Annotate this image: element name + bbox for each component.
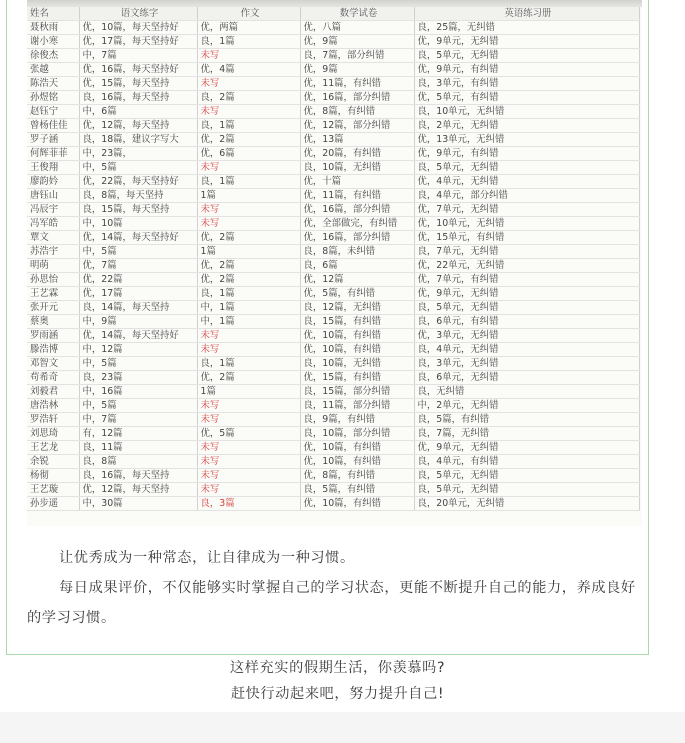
table-cell: 优，8篇，有纠错 [300, 105, 414, 119]
table-cell: 良，16篇，每天坚持 [79, 91, 197, 105]
table-cell: 良，12篇，无纠错 [300, 301, 414, 315]
table-row [27, 133, 639, 147]
table-cell: 优，17篇 [79, 287, 197, 301]
table-row [27, 49, 639, 63]
table-cell: 未写 [197, 329, 300, 343]
table-cell: 孙煜铭 [27, 91, 79, 105]
table-cell: 张越 [27, 63, 79, 77]
table-row [27, 273, 639, 287]
table-cell: 良，16篇，每天坚持 [79, 469, 197, 483]
table-cell: 良，3单元，有纠错 [414, 77, 639, 91]
table-cell: 优，6篇 [197, 147, 300, 161]
table-cell: 优，10篇，有纠错 [300, 497, 414, 511]
table-cell: 良，14篇，每天坚持 [79, 301, 197, 315]
table-cell: 良，1篇 [197, 287, 300, 301]
table-cell: 未写 [197, 161, 300, 175]
table-row [27, 301, 639, 315]
table-row [27, 147, 639, 161]
table-cell: 罗浩轩 [27, 413, 79, 427]
table-cell: 中，7篇 [79, 49, 197, 63]
table-cell: 何辉菲菲 [27, 147, 79, 161]
table-cell: 优，15单元，有纠错 [414, 231, 639, 245]
table-cell: 未写 [197, 413, 300, 427]
table-cell: 中，2单元，无纠错 [414, 399, 639, 413]
table-cell: 杨彻 [27, 469, 79, 483]
header-chinese-writing: 语文练字 [79, 7, 197, 21]
table-cell: 优，10单元，无纠错 [414, 217, 639, 231]
table-cell: 良，7单元，无纠错 [414, 245, 639, 259]
table-cell: 优，11篇，有纠错 [300, 189, 414, 203]
table-row [27, 287, 639, 301]
table-cell: 良，15篇，部分纠错 [300, 385, 414, 399]
table-cell: 未写 [197, 203, 300, 217]
table-cell: 未写 [197, 217, 300, 231]
table-cell: 中，10篇 [79, 217, 197, 231]
table-row [27, 427, 639, 441]
table-cell: 良，7篇，无纠错 [414, 427, 639, 441]
table-cell: 良，10篇，无纠错 [300, 357, 414, 371]
table-cell: 良，5篇，有纠错 [300, 483, 414, 497]
table-row [27, 21, 639, 35]
table-cell: 刘毅君 [27, 385, 79, 399]
closing-line-1: 这样充实的假期生活，你羡慕吗? [229, 660, 446, 676]
footer-band [0, 712, 685, 743]
table-cell: 苏浩宇 [27, 245, 79, 259]
table-cell: 未写 [197, 469, 300, 483]
table-cell: 优，17篇，每天坚持好 [79, 35, 197, 49]
table-cell: 王艺璇 [27, 483, 79, 497]
table-row [27, 343, 639, 357]
table-cell: 刘思琦 [27, 427, 79, 441]
table-cell: 优，10篇，有纠错 [300, 329, 414, 343]
table-cell: 优，5篇，有纠错 [300, 287, 414, 301]
table-row [27, 203, 639, 217]
table-cell: 优，9单元，无纠错 [414, 35, 639, 49]
table-cell: 优，7单元，无纠错 [414, 203, 639, 217]
table-cell: 罗子涵 [27, 133, 79, 147]
table-cell: 优，12篇，每天坚持 [79, 483, 197, 497]
table-row [27, 413, 639, 427]
table-cell: 良，20单元，无纠错 [414, 497, 639, 511]
table-header-row [27, 7, 639, 21]
table-cell: 优，16篇，部分纠错 [300, 91, 414, 105]
table-cell: 未写 [197, 105, 300, 119]
table-cell: 优，全部做完，有纠错 [300, 217, 414, 231]
table-row [27, 315, 639, 329]
table-cell: 良，5篇，有纠错 [414, 413, 639, 427]
table-row [27, 189, 639, 203]
table-row [27, 329, 639, 343]
homework-table [27, 7, 640, 511]
table-cell: 良，23篇 [79, 371, 197, 385]
table-cell: 优，10篇，有纠错 [300, 441, 414, 455]
table-cell: 优，10篇，每天坚持好 [79, 21, 197, 35]
table-cell: 良，2篇 [197, 91, 300, 105]
table-row [27, 231, 639, 245]
table-cell: 冯辰宇 [27, 203, 79, 217]
table-cell: 孙思怡 [27, 273, 79, 287]
table-cell: 优，9篇 [300, 63, 414, 77]
table-row [27, 77, 639, 91]
table-cell: 覃文 [27, 231, 79, 245]
table-cell: 优，9单元，有纠错 [414, 63, 639, 77]
table-cell: 优，15篇，有纠错 [300, 371, 414, 385]
table-cell: 中，30篇 [79, 497, 197, 511]
table-cell: 中，12篇 [79, 343, 197, 357]
table-row [27, 357, 639, 371]
paragraph-habit: 让优秀成为一种常态，让自律成为一种习惯。 [59, 550, 355, 566]
table-body [27, 21, 639, 511]
table-cell: 王俊翔 [27, 161, 79, 175]
table-cell: 优，2篇 [197, 259, 300, 273]
table-cell: 陈浩天 [27, 77, 79, 91]
table-cell: 未写 [197, 343, 300, 357]
table-cell: 良，15篇，每天坚持 [79, 203, 197, 217]
header-name: 姓名 [27, 7, 79, 21]
table-cell: 良，11篇，部分纠错 [300, 399, 414, 413]
table-cell: 赵钰宁 [27, 105, 79, 119]
table-cell: 余锐 [27, 455, 79, 469]
table-row [27, 35, 639, 49]
table-cell: 良，1篇 [197, 35, 300, 49]
table-cell: 唐钰山 [27, 189, 79, 203]
table-cell: 中，5篇 [79, 357, 197, 371]
table-cell: 良，6篇 [300, 259, 414, 273]
table-cell: 良，5单元，无纠错 [414, 469, 639, 483]
table-cell: 良，4单元，部分纠错 [414, 189, 639, 203]
table-row [27, 497, 639, 511]
table-cell: 徐俊杰 [27, 49, 79, 63]
table-row [27, 455, 639, 469]
table-cell: 良，4单元，有纠错 [414, 455, 639, 469]
table-cell: 良，3单元，无纠错 [414, 357, 639, 371]
table-cell: 优，22篇，每天坚持好 [79, 175, 197, 189]
table-cell: 中，5篇 [79, 161, 197, 175]
table-cell: 良，4单元，无纠错 [414, 343, 639, 357]
table-cell: 优，16篇，每天坚持好 [79, 63, 197, 77]
table-cell: 优，5篇 [197, 427, 300, 441]
table-cell: 1篇 [197, 385, 300, 399]
table-cell: 优，14篇，每天坚持好 [79, 329, 197, 343]
table-cell: 中，9篇 [79, 315, 197, 329]
table-cell: 明萌 [27, 259, 79, 273]
table-cell: 优，9单元，有纠错 [414, 147, 639, 161]
table-cell: 未写 [197, 399, 300, 413]
table-cell: 优，10篇，有纠错 [300, 343, 414, 357]
table-row [27, 441, 639, 455]
table-cell: 优，2篇 [197, 371, 300, 385]
table-row [27, 483, 639, 497]
table-cell: 优，5单元，有纠错 [414, 91, 639, 105]
table-cell: 优，13单元，无纠错 [414, 133, 639, 147]
table-cell: 未写 [197, 455, 300, 469]
table-row [27, 105, 639, 119]
table-row [27, 161, 639, 175]
table-row [27, 385, 639, 399]
table-row [27, 245, 639, 259]
table-cell: 孙步遥 [27, 497, 79, 511]
table-cell: 良，8篇，每天坚持 [79, 189, 197, 203]
table-cell: 良，5单元，无纠错 [414, 301, 639, 315]
table-cell: 优，2篇 [197, 133, 300, 147]
table-cell: 优，八篇 [300, 21, 414, 35]
table-cell: 冯军皓 [27, 217, 79, 231]
table-cell: 优，16篇，部分纠错 [300, 231, 414, 245]
table-cell: 未写 [197, 77, 300, 91]
table-cell: 优，7篇 [79, 259, 197, 273]
table-cell: 优，12篇，部分纠错 [300, 119, 414, 133]
table-cell: 谢小寒 [27, 35, 79, 49]
table-cell: 良，6单元，有纠错 [414, 315, 639, 329]
table-cell: 优，9单元，无纠错 [414, 441, 639, 455]
table-cell: 优，十篇 [300, 175, 414, 189]
table-cell: 优，16篇，部分纠错 [300, 203, 414, 217]
table-cell: 优，13篇 [300, 133, 414, 147]
table-cell: 良，5单元，无纠错 [414, 161, 639, 175]
table-cell: 良，25篇，无纠错 [414, 21, 639, 35]
table-cell: 优，8篇，有纠错 [300, 469, 414, 483]
table-cell: 1篇 [197, 189, 300, 203]
header-essay: 作文 [197, 7, 300, 21]
article-card [6, 0, 649, 655]
sheet-top-edge [27, 0, 642, 7]
table-row [27, 469, 639, 483]
table-cell: 苟希奇 [27, 371, 79, 385]
closing-line-2: 赶快行动起来吧，努力提升自己! [230, 686, 445, 702]
table-cell: 王艺霖 [27, 287, 79, 301]
table-cell: 优，11篇，有纠错 [300, 77, 414, 91]
table-row [27, 259, 639, 273]
table-cell: 良，10篇，部分纠错 [300, 427, 414, 441]
table-cell: 中，7篇 [79, 413, 197, 427]
table-cell: 1篇 [197, 245, 300, 259]
table-cell: 优，3单元，无纠错 [414, 329, 639, 343]
table-cell: 良，18篇，建议字写大 [79, 133, 197, 147]
table-cell: 邓智文 [27, 357, 79, 371]
table-row [27, 119, 639, 133]
table-cell: 优，9单元，无纠错 [414, 287, 639, 301]
table-cell: 唐浩林 [27, 399, 79, 413]
table-cell: 优，12篇 [300, 273, 414, 287]
table-cell: 良，9篇，有纠错 [300, 413, 414, 427]
table-cell: 良，1篇 [197, 119, 300, 133]
table-cell: 罗雨涵 [27, 329, 79, 343]
table-cell: 良，1篇 [197, 357, 300, 371]
table-cell: 良，7篇，部分纠错 [300, 49, 414, 63]
table-cell: 中，5篇 [79, 399, 197, 413]
table-cell: 良，2单元，无纠错 [414, 119, 639, 133]
table-cell: 优，4单元，无纠错 [414, 175, 639, 189]
table-row [27, 217, 639, 231]
table-cell: 优，22篇 [79, 273, 197, 287]
table-cell: 未写 [197, 483, 300, 497]
table-cell: 中，23篇， [79, 147, 197, 161]
table-cell: 良，8篇 [79, 455, 197, 469]
table-cell: 王艺龙 [27, 441, 79, 455]
table-cell: 优，20篇，有纠错 [300, 147, 414, 161]
table-cell: 优，10篇，有纠错 [300, 455, 414, 469]
header-english-workbook: 英语练习册 [414, 7, 639, 21]
table-cell: 优，15篇，每天坚持 [79, 77, 197, 91]
table-cell: 良，1篇 [197, 175, 300, 189]
table-cell: 优，22单元，无纠错 [414, 259, 639, 273]
table-cell: 优，2篇 [197, 231, 300, 245]
table-row [27, 175, 639, 189]
table-cell: 有，12篇 [79, 427, 197, 441]
table-cell: 未写 [197, 441, 300, 455]
table-cell: 良，8篇，未纠错 [300, 245, 414, 259]
table-cell: 良，5单元，无纠错 [414, 483, 639, 497]
table-cell: 优，9篇 [300, 35, 414, 49]
table-cell: 良，3篇 [197, 497, 300, 511]
table-cell: 良，10篇，无纠错 [300, 161, 414, 175]
table-cell: 张开元 [27, 301, 79, 315]
table-cell: 未写 [197, 49, 300, 63]
table-cell: 优，12篇，每天坚持 [79, 119, 197, 133]
paragraph-evaluation: 每日成果评价，不仅能够实时掌握自己的学习状态，更能不断提升自己的能力，养成良好的学习习惯。 [27, 580, 636, 626]
table-cell: 廖韵妗 [27, 175, 79, 189]
table-cell: 良，10单元，无纠错 [414, 105, 639, 119]
table-cell: 蔡奥 [27, 315, 79, 329]
table-cell: 聂秋雨 [27, 21, 79, 35]
table-cell: 良，11篇 [79, 441, 197, 455]
table-row [27, 63, 639, 77]
table-cell: 良，5单元，无纠错 [414, 49, 639, 63]
table-cell: 曾杨佳佳 [27, 119, 79, 133]
table-cell: 优，14篇，每天坚持好 [79, 231, 197, 245]
table-row [27, 371, 639, 385]
table-cell: 优，两篇 [197, 21, 300, 35]
table-cell: 中，1篇 [197, 301, 300, 315]
table-cell: 良，无纠错 [414, 385, 639, 399]
spreadsheet-image [27, 0, 642, 526]
table-cell: 中，16篇 [79, 385, 197, 399]
table-row [27, 399, 639, 413]
table-cell: 中，5篇 [79, 245, 197, 259]
table-cell: 良，6单元，无纠错 [414, 371, 639, 385]
table-row [27, 91, 639, 105]
table-cell: 优，2篇 [197, 273, 300, 287]
table-cell: 中，6篇 [79, 105, 197, 119]
table-cell: 优，4篇 [197, 63, 300, 77]
header-math-paper: 数学试卷 [300, 7, 414, 21]
table-cell: 良，15篇，有纠错 [300, 315, 414, 329]
table-cell: 滕浩博 [27, 343, 79, 357]
table-cell: 中，1篇 [197, 315, 300, 329]
table-cell: 优，7单元，有纠错 [414, 273, 639, 287]
